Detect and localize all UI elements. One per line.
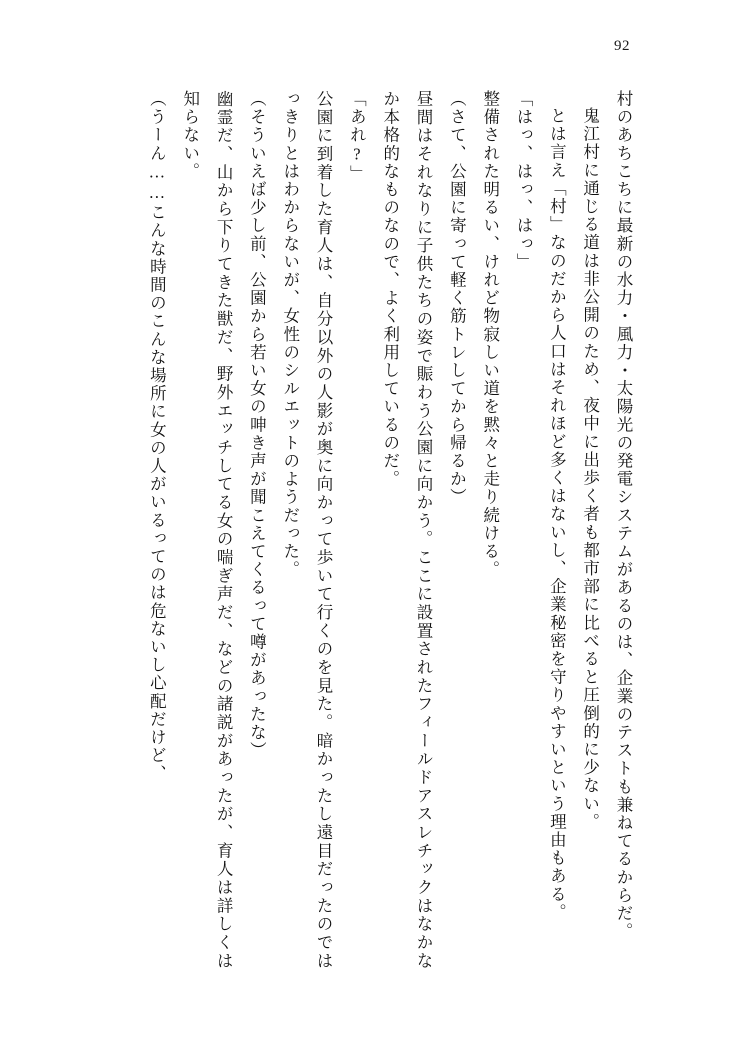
page-number: 92	[614, 38, 630, 54]
paragraph: 村のあちこちに最新の水力・風力・太陽光の発電システムがあるのは、企業のテストも兼ねてるからだ。	[614, 90, 633, 941]
paragraph: 幽霊だ、山から下りてきた獣だ、野外エッチしてる女の喘ぎ声だ、などの諸説があったが、育人は詳しくは知らない。	[180, 90, 234, 970]
paragraph: 「はっ、はっ、はっ」	[514, 90, 534, 271]
paragraph: （さて、公園に寄って軽く筋トレしてから帰るか）	[447, 90, 467, 507]
paragraph: （うーん……こんな時間のこんな場所に女の人がいるってのは危ないし心配だけど、	[147, 90, 167, 783]
paragraph: 昼間はそれなりに子供たちの姿で賑わう公園に向かう。ここに設置されたフィールドアスレチックはなかなか本格的なものなので、よく利用しているのだ。	[380, 90, 434, 970]
paragraph: 公園に到着した育人は、自分以外の人影が奥に向かって歩いて行くのを見た。暗かったし遠目だったのではっきりとはわからないが、女性のシルエットのようだった。	[280, 90, 334, 970]
paragraph: 「あれ?」	[347, 90, 367, 183]
body-text	[80, 90, 640, 970]
paragraph: （そういえば少し前、公園から若い女の呻き声が聞こえてくるって噂があったな）	[247, 90, 267, 760]
paragraph: 整備された明るい、けれど物寂しい道を黙々と走り続ける。	[480, 90, 500, 579]
paragraph: とは言え「村」なのだから人口はそれほど多くはないし、企業秘密を守りやすいという理由もある。	[547, 106, 567, 921]
paragraph: 鬼江村に通じる道は非公開のため、夜中に出歩く者も都市部に比べると圧倒的に少ない。	[580, 106, 600, 831]
